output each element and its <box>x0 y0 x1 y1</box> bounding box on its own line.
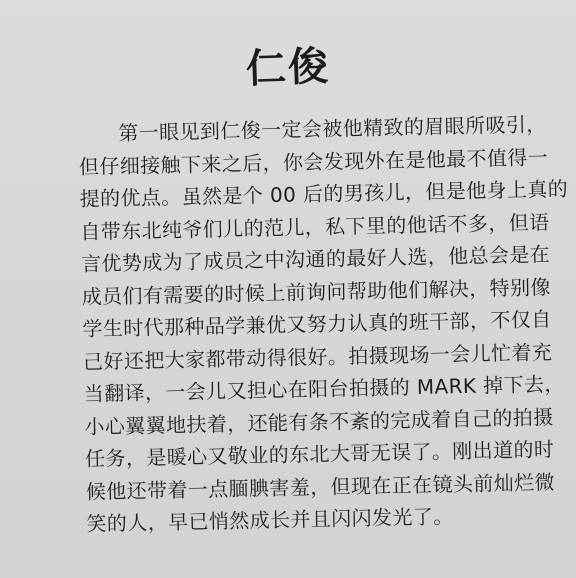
text-line: 第一眼见到仁俊一定会被他精致的眉眼所吸引， <box>118 112 547 146</box>
text-line: 提的优点。虽然是个 00 后的男孩儿，但是他身上真的 <box>79 176 569 211</box>
text-line: 小心翼翼地扶着，还能有条不紊的完成着自己的拍摄 <box>84 404 554 439</box>
text-line: 但仔细接触下来之后，你会发现外在是他最不值得一 <box>78 144 549 179</box>
body-paragraph <box>78 108 567 540</box>
text-line: 己好还把大家都带动得很好。拍摄现场一会儿忙着充 <box>82 339 553 374</box>
text-line: 当翻译，一会儿又担心在阳台拍摄的 MARK 掉下去， <box>83 371 566 406</box>
text-line: 学生时代那种品学兼优又努力认真的班干部，不仅自 <box>82 307 552 341</box>
text-line: 成员们有需要的时候上前询问帮助他们解决，特别像 <box>81 274 552 309</box>
page-title: 仁俊 <box>245 42 331 93</box>
text-line: 笑的人，早已悄然成长并且闪闪发光了。 <box>86 504 454 536</box>
text-line: 候他还带着一点腼腆害羞，但现在正在镜头前灿烂微 <box>85 469 556 504</box>
text-line: 任务，是暖心又敬业的东北大哥无误了。刚出道的时 <box>84 437 555 471</box>
text-line: 言优势成为了成员之中沟通的最好人选，他总会是在 <box>80 242 551 276</box>
text-line: 自带东北纯爷们儿的范儿，私下里的他话不多，但语 <box>80 209 550 244</box>
